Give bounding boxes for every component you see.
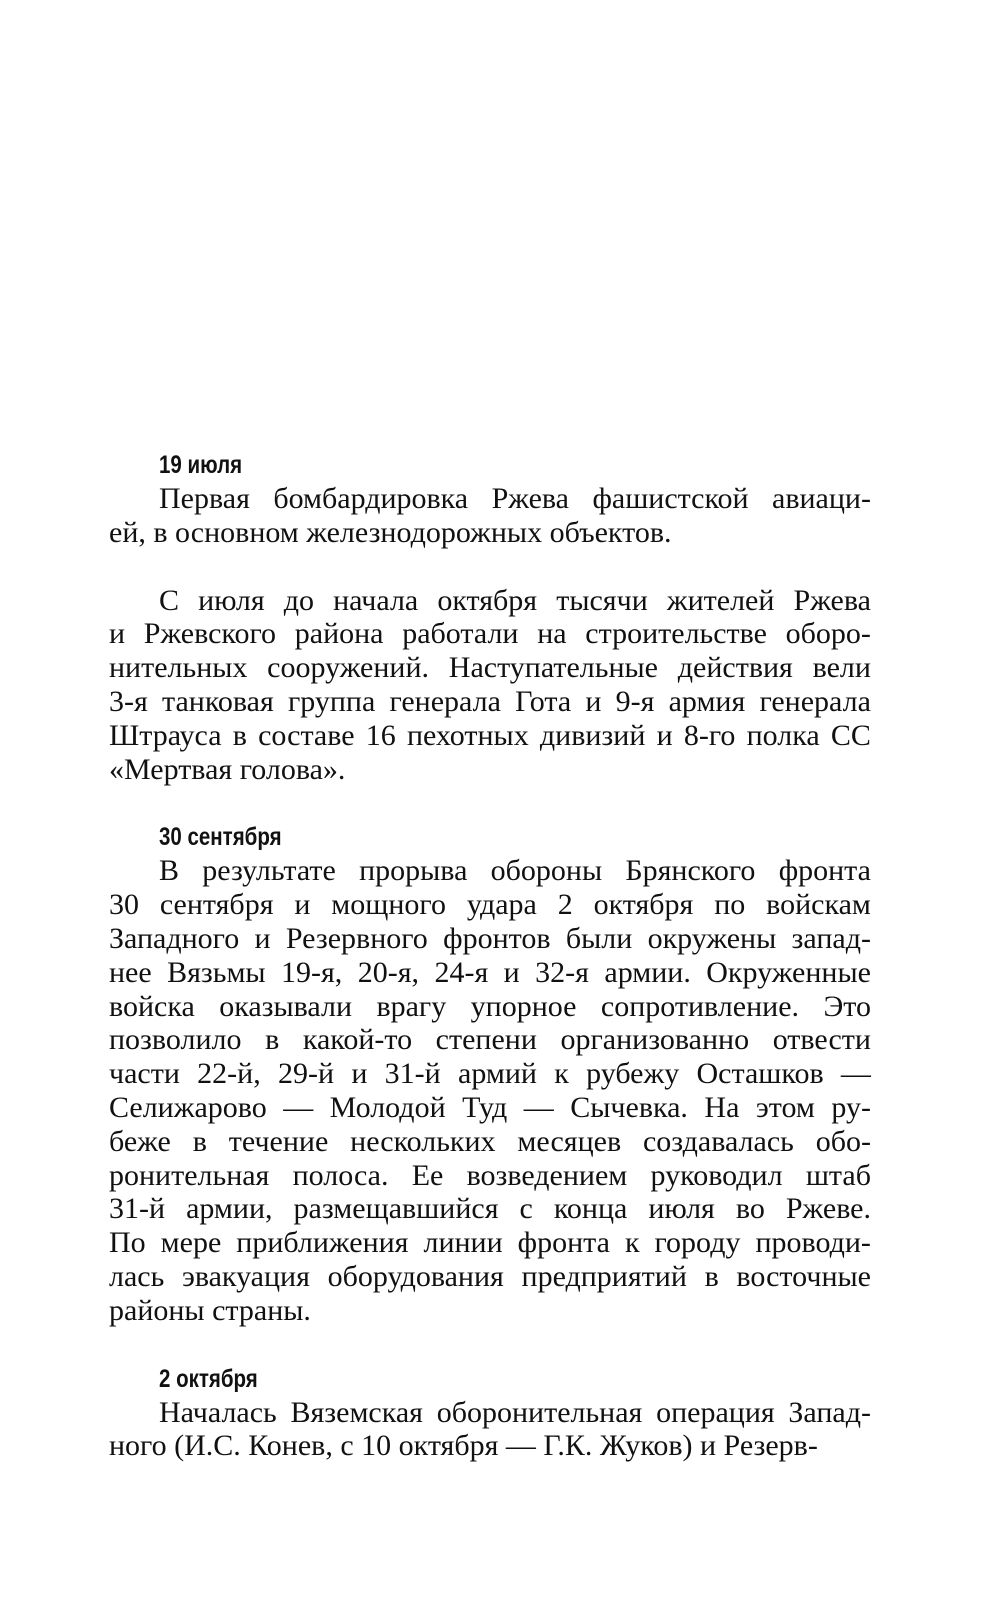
text-line: Началась Вяземская оборонительная операция Запад- [159,1395,871,1429]
text-line: 31-й армии, размещавшийся с конца июля во Ржеве. [109,1192,871,1226]
page-content [109,448,871,1463]
text-line: районы страны. [109,1293,311,1327]
text-line: Западного и Резервного фронтов были окружены запад- [109,921,871,955]
section-heading: 19 июля [159,451,243,479]
text-line: Штрауса в составе 16 пехотных дивизий и 8-го полка СС [109,718,871,752]
text-line: В результате прорыва обороны Брянского фронта [159,854,871,888]
section-gap [109,786,871,820]
text-line: нительных сооружений. Наступательные действия вели [109,651,871,685]
text-line: По мере приближения линии фронта к городу проводи- [109,1226,871,1260]
text-line: Первая бомбардировка Ржева фашистской авиаци- [159,482,871,515]
text-line: и Ржевского района работали на строительстве оборо- [109,617,871,651]
text-line: Селижарово — Молодой Туд — Сычевка. На этом ру- [109,1090,871,1124]
text-line: ей, в основном железнодорожных объектов. [109,515,672,549]
text-line: ного (И.С. Конев, с 10 октября — Г.К. Жуков) и Резерв- [109,1429,818,1463]
text-line: части 22-й, 29-й и 31-й армий к рубежу Осташков — [109,1057,871,1091]
text-line: 30 сентября и мощного удара 2 октября по войскам [109,888,871,922]
text-line: позволило в какой-то степени организованно отвести [109,1023,871,1057]
section-gap [109,1328,871,1362]
text-line: «Мертвая голова». [109,752,346,786]
text-line: войска оказывали врагу упорное сопротивление. Это [109,989,871,1023]
paragraph-gap [109,550,871,584]
text-line: беже в течение нескольких месяцев создавалась обо- [109,1124,871,1158]
section-heading: 2 октября [159,1364,258,1393]
text-line: С июля до начала октября тысячи жителей Ржева [159,583,871,617]
text-line: нее Вязьмы 19-я, 20-я, 24-я и 32-я армии. Окруженные [109,955,871,989]
section-heading: 30 сентября [159,823,282,852]
text-line: ронительная полоса. Ее возведением руководил штаб [109,1158,871,1192]
text-line: 3-я танковая группа генерала Гота и 9-я армия генерала [109,684,871,718]
text-line: лась эвакуация оборудования предприятий в восточные [109,1259,871,1293]
